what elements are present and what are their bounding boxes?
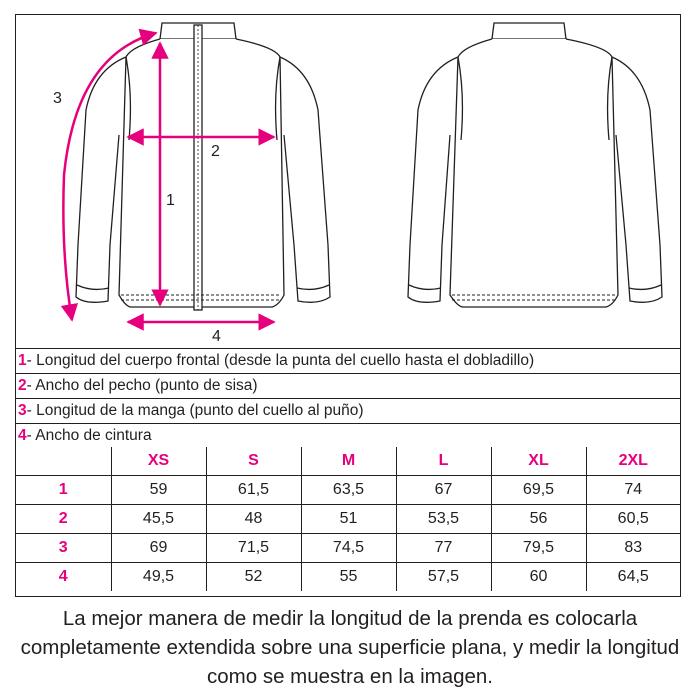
size-header-cell: L	[396, 447, 491, 476]
size-table	[16, 447, 680, 591]
table-cell: 52	[206, 563, 301, 592]
legend-row-4	[16, 423, 680, 448]
table-row	[16, 476, 680, 505]
legend-row-1	[16, 348, 680, 373]
table-cell: 59	[111, 476, 206, 505]
size-header-cell: 2XL	[586, 447, 680, 476]
jacket-front-illustration	[76, 23, 330, 310]
table-corner-cell	[16, 447, 111, 476]
jacket-back-illustration	[408, 23, 662, 307]
table-row	[16, 505, 680, 534]
size-header-cell: XS	[111, 447, 206, 476]
table-cell: 60	[491, 563, 586, 592]
legend-row-2	[16, 373, 680, 398]
table-cell: 49,5	[111, 563, 206, 592]
dimension-label-4: 4	[212, 328, 221, 345]
table-cell: 74,5	[301, 534, 396, 563]
table-cell: 57,5	[396, 563, 491, 592]
size-header-cell: XL	[491, 447, 586, 476]
measurement-row-label: 1	[16, 476, 111, 505]
size-header-cell: S	[206, 447, 301, 476]
measurement-row-label: 2	[16, 505, 111, 534]
legend-number: 3	[18, 402, 27, 419]
table-cell: 67	[396, 476, 491, 505]
size-guide-frame	[15, 14, 681, 597]
legend-text: - Longitud del cuerpo frontal (desde la punta del cuello hasta el dobladillo)	[26, 352, 535, 369]
legend-text: - Longitud de la manga (punto del cuello al puño)	[26, 402, 364, 419]
jacket-measurement-diagram	[16, 15, 680, 348]
table-cell: 79,5	[491, 534, 586, 563]
size-header-cell: M	[301, 447, 396, 476]
table-cell: 56	[491, 505, 586, 534]
table-row	[16, 563, 680, 592]
table-row	[16, 534, 680, 563]
table-cell: 71,5	[206, 534, 301, 563]
table-cell: 45,5	[111, 505, 206, 534]
table-cell: 64,5	[586, 563, 680, 592]
table-cell: 83	[586, 534, 680, 563]
table-cell: 51	[301, 505, 396, 534]
table-cell: 69,5	[491, 476, 586, 505]
size-header-row	[16, 447, 680, 476]
legend-row-3	[16, 398, 680, 423]
legend-number: 2	[18, 377, 27, 394]
measurement-row-label: 4	[16, 563, 111, 592]
measurement-row-label: 3	[16, 534, 111, 563]
table-cell: 74	[586, 476, 680, 505]
dimension-label-3: 3	[53, 90, 62, 107]
measurement-note: La mejor manera de medir la longitud de la prenda es colocarla completamente extendida sobre una superficie plana, y medir la longitud como se muestra en la imagen.	[20, 607, 680, 688]
dimension-label-1: 1	[166, 192, 175, 209]
legend-number: 4	[18, 427, 27, 444]
table-cell: 69	[111, 534, 206, 563]
legend-text: - Ancho del pecho (punto de sisa)	[26, 377, 258, 394]
table-cell: 55	[301, 563, 396, 592]
table-cell: 77	[396, 534, 491, 563]
table-cell: 60,5	[586, 505, 680, 534]
table-cell: 53,5	[396, 505, 491, 534]
dimension-label-2: 2	[211, 143, 220, 160]
table-cell: 48	[206, 505, 301, 534]
table-cell: 63,5	[301, 476, 396, 505]
legend-number: 1	[18, 352, 27, 369]
legend-text: - Ancho de cintura	[26, 427, 152, 444]
table-cell: 61,5	[206, 476, 301, 505]
